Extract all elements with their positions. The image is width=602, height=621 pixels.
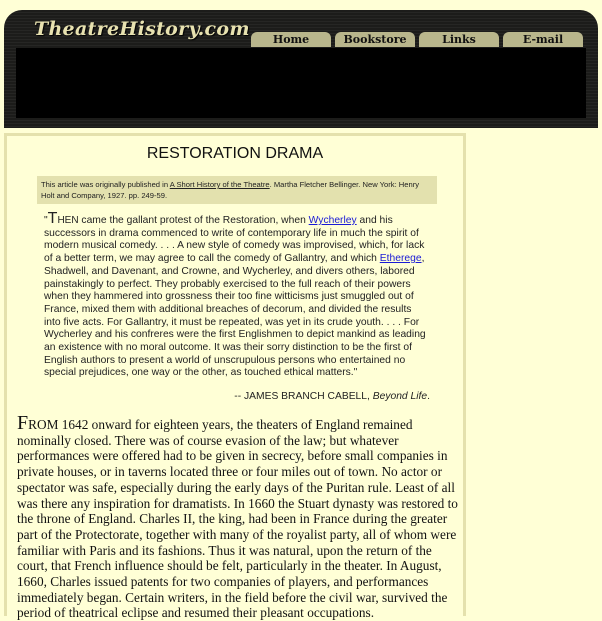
article-body xyxy=(17,412,463,621)
quote-text: came the gallant protest of the Restoration, when xyxy=(78,215,309,226)
quote-text: and his successors in drama commenced to write of contemporary life in much the spirit of modern musical comedy. . . . A new style of comedy was improvised, which, for lack of a better term, we may agree to call the comedy of Gallantry, and which xyxy=(44,215,425,265)
epigraph-quote xyxy=(44,210,430,380)
attribution-end: . xyxy=(427,391,430,402)
attribution-work: Beyond Life xyxy=(372,391,428,402)
quote-text: , Shadwell, and Davenant, and Crowne, and Wycherley, and divers others, labored painstakingly to perfect. They probably exercised to the full reach of their powers when they hammered into grossness their too fine witticisms just smuggled out of France, mixed them with additional breaches of decorum, and divided the results into five acts. For Gallantry, it must be repeated, was yet in its crude youth. . . . For Wycherley and his confreres were the first Englishmen to depict mankind as leading an existence with no moral outcome. It was their sorry distinction to be the first of English authors to present a world of unscrupulous persons who entertained no special prejudices, one way or the other, as touched ethical matters." xyxy=(44,253,426,379)
body-paragraph: 1642 onward for eighteen years, the theaters of England remained nominally closed. There was of course evasion of the law; but whatever performances were offered had to be given in secrecy, before small companies in private houses, or in taverns located three or four miles out of town. No actor or spectator was safe, especially during the early days of the Puritan rule. Least of all was there any inspiration for dramatists. In 1660 the Stuart dynasty was restored to the throne of England. Charles II, the king, had been in France during the greater part of the Protectorate, together with many of the royalist party, all of whom were familiar with Paris and its fashions. Thus it was natural, upon the return of the court, that French influence should be felt, particularly in the theater. In August, 1660, Charles issued patents for two companies of players, and performances immediately began. Certain writers, in the field before the civil war, survived the period of theatrical eclipse and resumed their pleasant occupations. xyxy=(17,417,458,621)
nav-tab-email[interactable]: E-mail xyxy=(503,32,583,47)
page-title: RESTORATION DRAMA xyxy=(146,145,324,162)
wycherley-link[interactable]: Wycherley xyxy=(308,215,357,226)
quote-attribution xyxy=(44,391,430,402)
etherege-link[interactable]: Etherege xyxy=(379,253,422,265)
source-prefix: This article was originally published in xyxy=(41,180,170,189)
site-header xyxy=(4,10,598,128)
nav-tab-bookstore[interactable]: Bookstore xyxy=(335,32,415,47)
nav-tab-links[interactable]: Links xyxy=(419,32,499,47)
source-suffix: . Martha Fletcher Bellinger. New York: Henry Holt and Company, 1927. pp. 249-59. xyxy=(41,180,420,200)
body-dropcap: F xyxy=(17,412,29,434)
main-nav xyxy=(251,32,583,48)
body-smallcaps: ROM xyxy=(28,417,59,432)
site-logo[interactable]: TheatreHistory.com xyxy=(34,18,250,40)
source-note xyxy=(37,176,437,204)
attribution-author: -- JAMES BRANCH CABELL, xyxy=(234,391,373,402)
book-title-link[interactable]: A Short History of the Theatre xyxy=(169,180,270,189)
article-container xyxy=(4,133,466,621)
quote-dropcap: T xyxy=(47,210,58,227)
quote-smallcaps: HEN xyxy=(57,215,79,226)
quote-mark: " xyxy=(44,215,48,226)
banner-area xyxy=(16,48,586,118)
nav-tab-home[interactable]: Home xyxy=(251,32,331,47)
